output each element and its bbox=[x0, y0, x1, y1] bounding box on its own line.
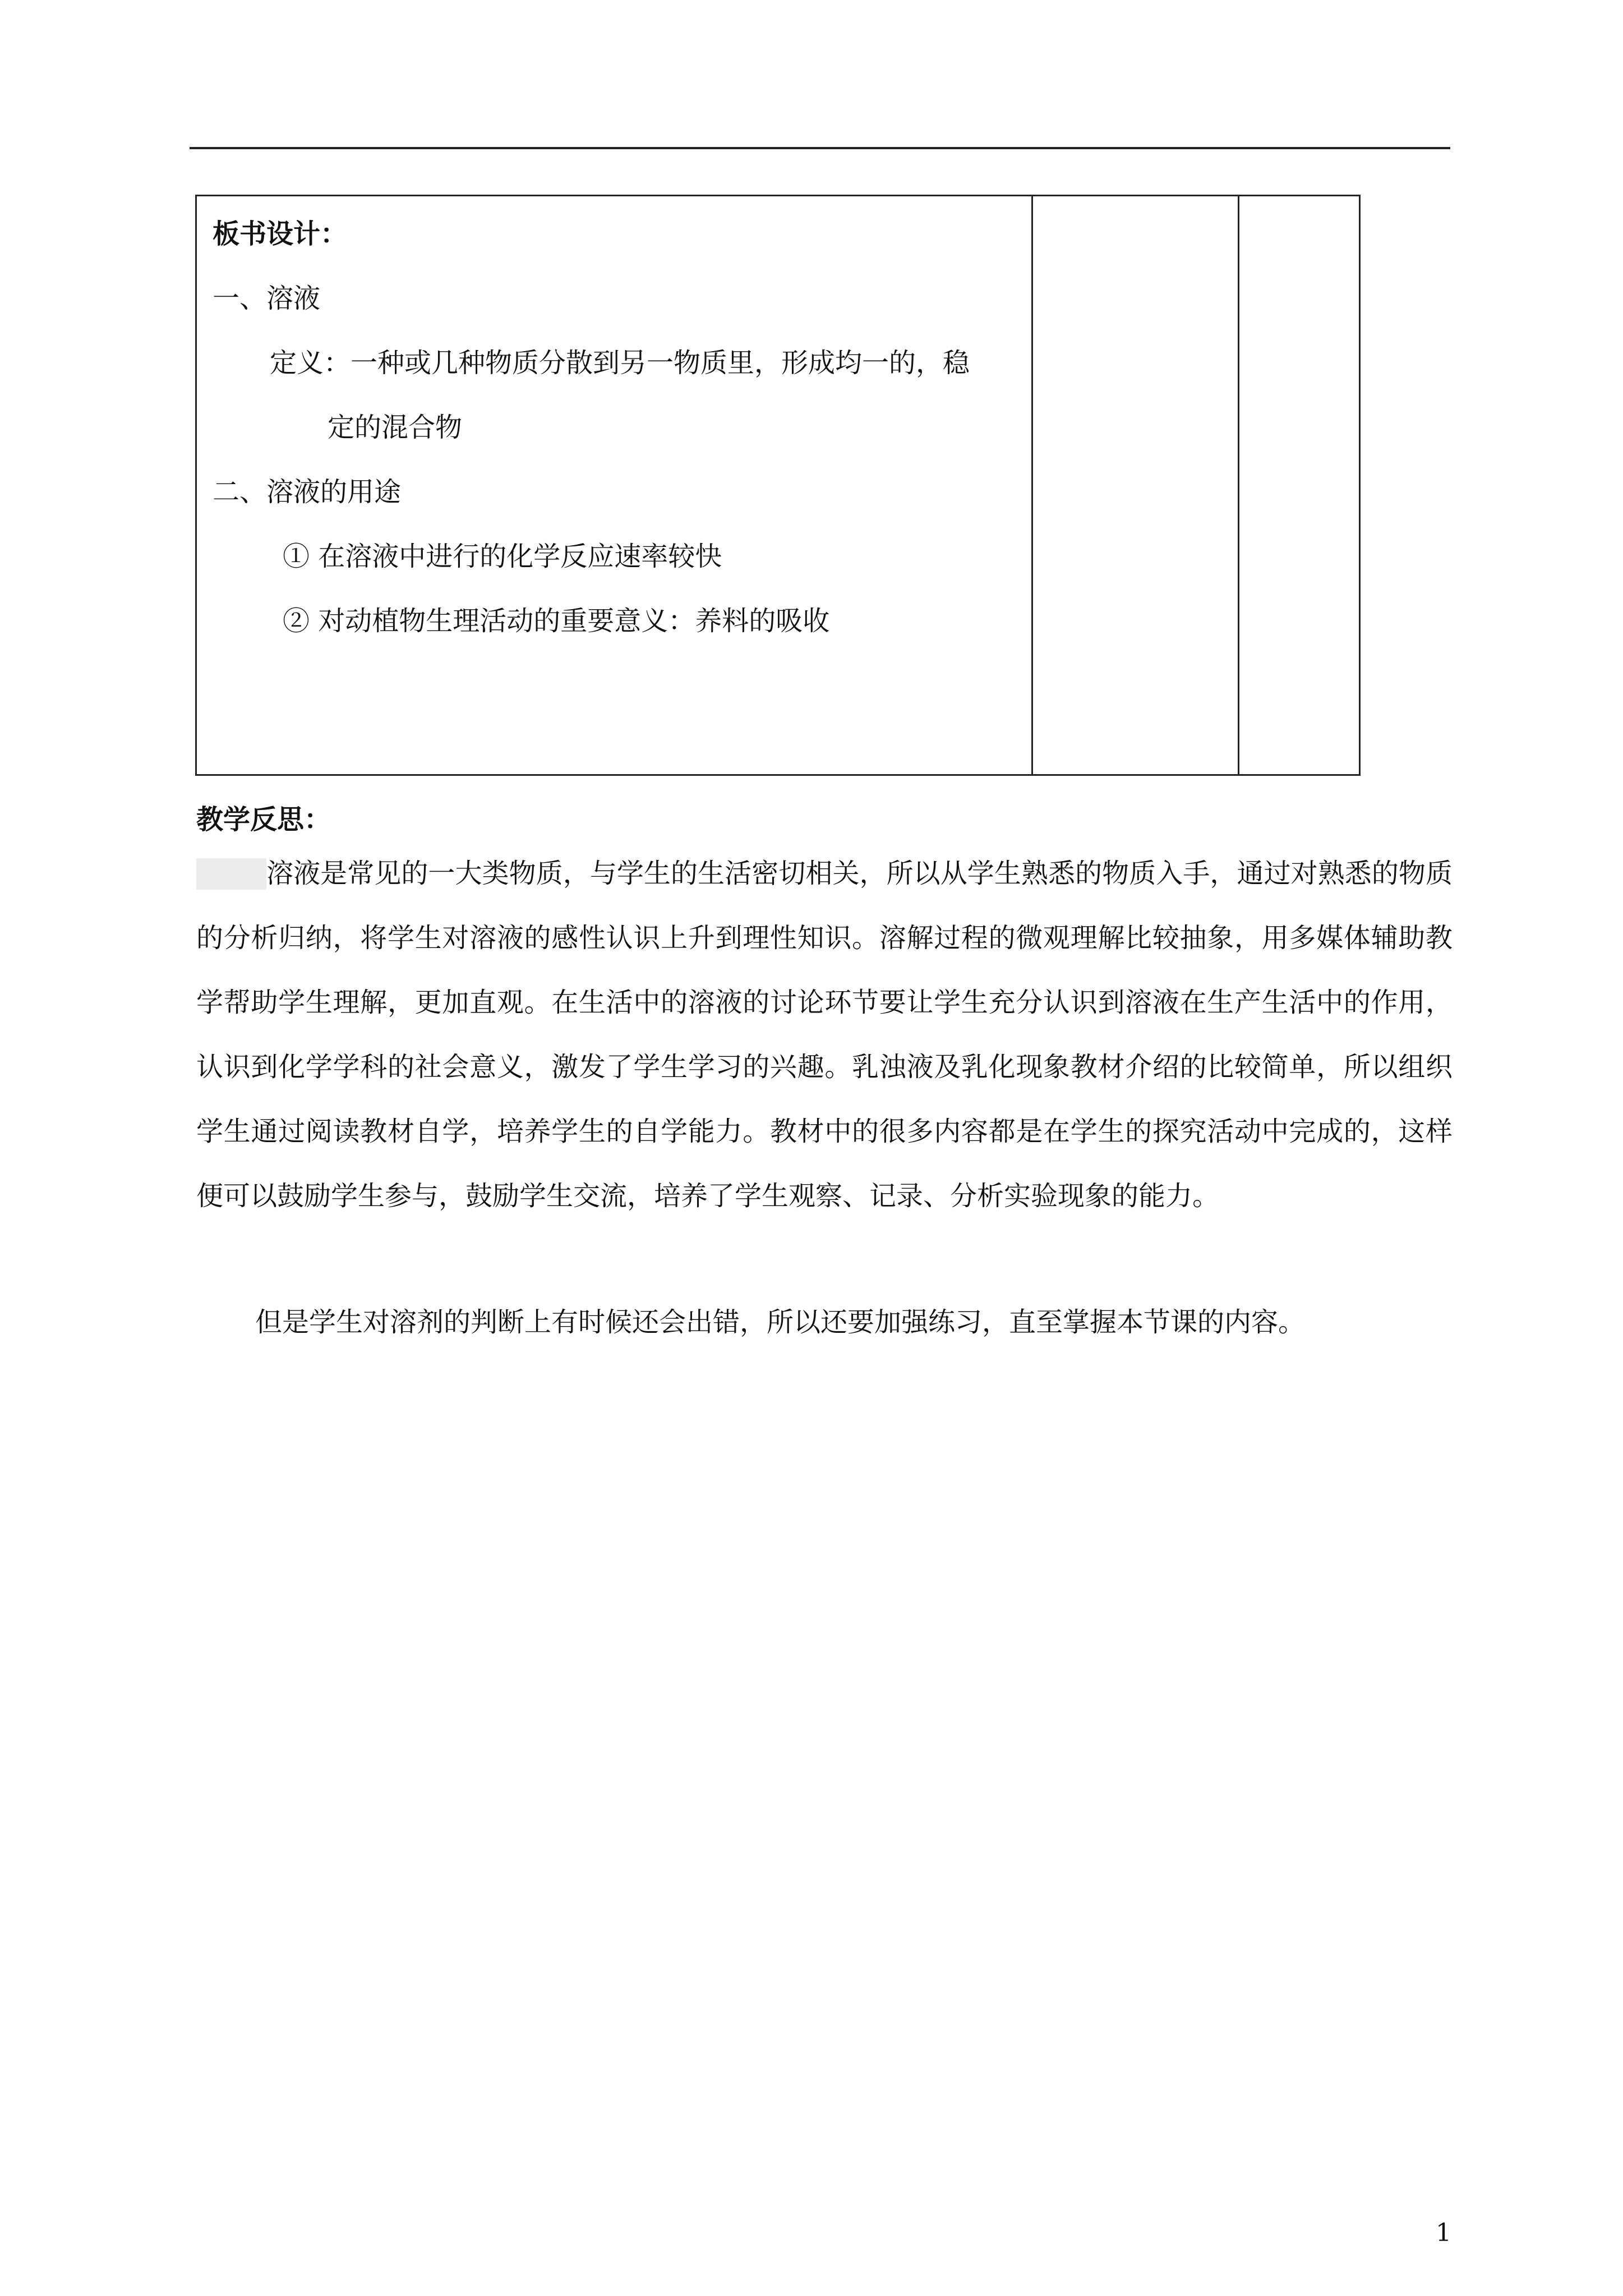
page-number: 1 bbox=[1436, 2219, 1451, 2247]
reflection-paragraph-1: 溶液是常见的一大类物质，与学生的生活密切相关，所以从学生熟悉的物质入手，通过对熟悉的物质的分析归纳，将学生对溶液的感性认识上升到理性知识。溶解过程的微观理解比较抽象，用多媒体辅助教学帮助学生理解，更加直观。在生活中的溶液的讨论环节要让学生充分认识到溶液在生产生活中的作用，认识到化学学科的社会意义，激发了学生学习的兴趣。乳浊液及乳化现象教材介绍的比较简单，所以组织学生通过阅读教材自学，培养学生的自学能力。教材中的很多内容都是在学生的探究活动中完成的，这样便可以鼓励学生参与，鼓励学生交流，培养了学生观察、记录、分析实验现象的能力。 bbox=[196, 858, 1453, 1212]
board-design-cell bbox=[196, 196, 1032, 775]
board-use-item-1: ① 在溶液中进行的化学反应速率较快 bbox=[283, 541, 722, 572]
board-use-item-2: ② 对动植物生理活动的重要意义：养料的吸收 bbox=[283, 605, 830, 637]
board-empty-cell-right bbox=[1239, 196, 1360, 775]
reflection-paragraph-2: 但是学生对溶剂的判断上有时候还会出错，所以还要加强练习，直至掌握本节课的内容。 bbox=[255, 1306, 1306, 1338]
header-rule bbox=[190, 147, 1450, 149]
board-definition-line1: 定义：一种或几种物质分散到另一物质里，形成均一的，稳 bbox=[270, 347, 970, 379]
board-design-title: 板书设计： bbox=[213, 218, 348, 250]
board-empty-cell-middle bbox=[1032, 196, 1239, 775]
reflection-title: 教学反思： bbox=[196, 804, 331, 835]
board-section-solution: 一、溶液 bbox=[213, 283, 321, 314]
board-definition-line2: 定的混合物 bbox=[328, 412, 463, 443]
board-design-table bbox=[195, 195, 1361, 776]
board-section-uses: 二、溶液的用途 bbox=[213, 476, 402, 508]
